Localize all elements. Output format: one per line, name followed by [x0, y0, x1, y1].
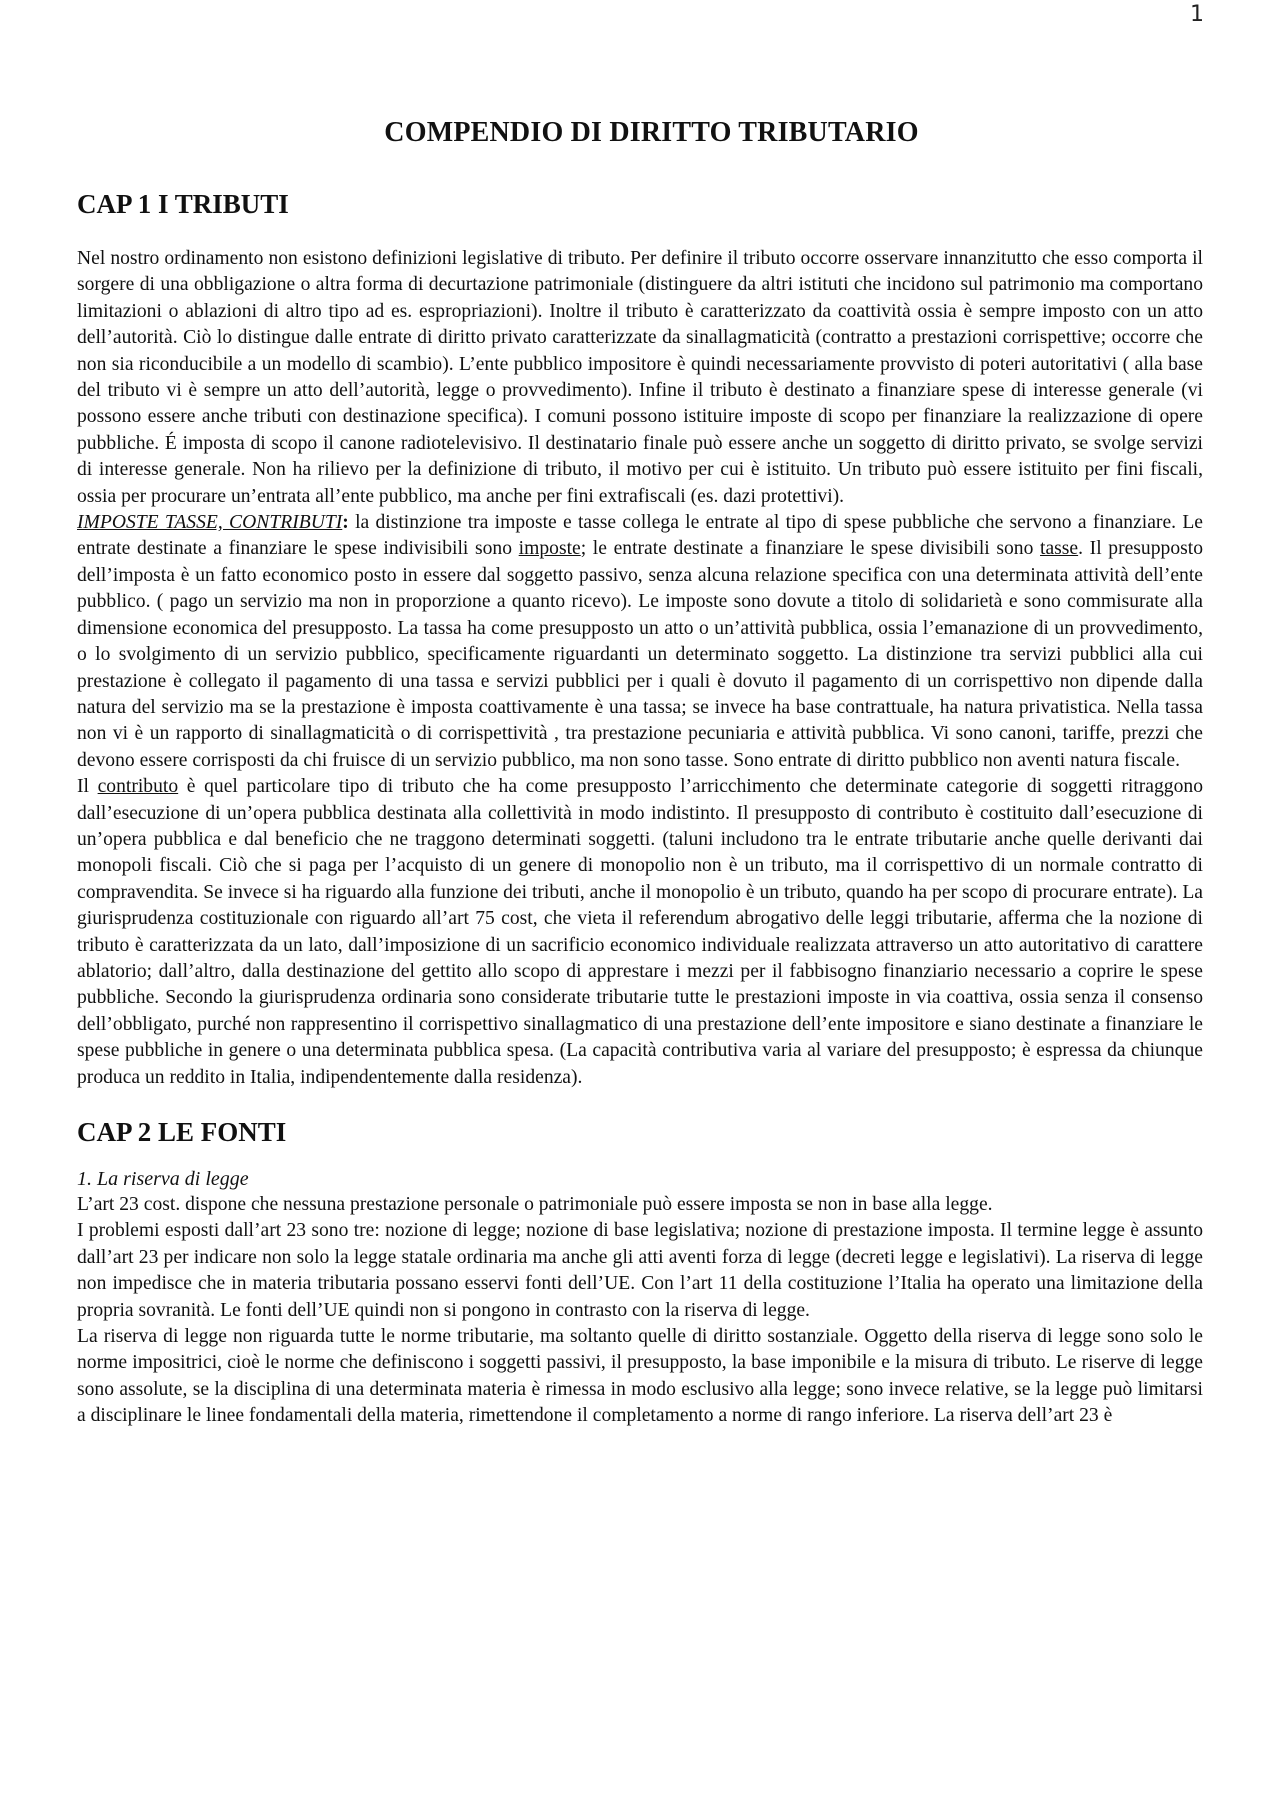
label-colon: : [342, 512, 349, 534]
term-contributo: contributo [97, 776, 179, 798]
chapter-2-heading: CAP 2 LE FONTI [77, 1117, 287, 1147]
paragraph-3-text-b: è quel particolare tipo di tributo che ha come presupposto l’arricchimento che determinate categorie di soggetti ritraggono dall’esecuzione di un’opera pubblica destinata alla collettività in modo indistinto. Il presupposto di contributo è costituito dall’esecuzione di un’opera pubblica e dal beneficio che ne traggono determinati soggetti. (taluni includono tra le entrate tributarie anche quelle derivanti dai monopoli fiscali. Ciò che si paga per l’acquisto di un genere di monopolio non è un tributo, ma il corrispettivo di un normale contratto di compravendita. Se invece si ha riguardo alla funzione dei tributi, anche il monopolio è un tributo, quando ha per scopo di procurare entrate). La giurisprudenza costituzionale con riguardo all’art 75 cost, che vieta il referendum abrogativo delle leggi tributarie, afferma che la nozione di tributo è caratterizzata da un lato, dall’imposizione di un sacrificio economico individuale realizzata attraverso un atto autoritativo di carattere ablatorio; dall’altro, dalla destinazione del gettito allo scopo di apprestare i mezzi per il fabbisogno finanziario necessario a coprire le spese pubbliche. Secondo la giurisprudenza ordinaria sono considerate tributarie tutte le prestazioni imposte in via coattiva, ossia senza il consenso dell’obbligato, purché non rappresentino il corrispettivo sinallagmatico di una prestazione dell’ente impositore e siano destinate a finanziare le spese pubbliche in genere o una determinata pubblica spesa. (La capacità contributiva varia al variare del presupposto; è espressa da chiunque produca un reddito in Italia, indipendentemente dalla residenza). [77, 776, 1203, 1088]
chapter-1-paragraph-3 [77, 774, 1203, 1091]
paragraph-2-text-c: . Il presupposto dell’imposta è un fatto economico posto in essere dal soggetto passivo, senza alcuna relazione specifica con una determinata attività dell’ente pubblico. ( pago un servizio ma non in proporzione a quanto ricevo). Le imposte sono dovute a titolo di solidarietà e sono commisurate alla dimensione economica del presupposto. La tassa ha come presupposto un atto o un’attività pubblica, ossia l’emanazione di un provvedimento, o lo svolgimento di un servizio pubblico, specificamente riguardanti un determinato soggetto. La distinzione tra servizi pubblici alla cui prestazione è collegato il pagamento di una tassa e servizi pubblici per i quali è dovuto il pagamento di un corrispettivo non dipende dalla natura del servizio ma se la prestazione è imposta coattivamente è una tassa; se invece ha base contrattuale, ha natura privatistica. Nella tassa non vi è un rapporto di sinallagmaticità o di corrispettività , tra prestazione pecuniaria e attività pubblica. Vi sono canoni, tariffe, prezzi che devono essere corrisposti da chi fruisce di un servizio pubblico, ma non sono tasse. Sono entrate di diritto pubblico non aventi natura fiscale. [77, 538, 1203, 771]
chapter-2-paragraph-2: I problemi esposti dall’art 23 sono tre: nozione di legge; nozione di base legislativa; nozione di prestazione imposta. Il termine legge è assunto dall’art 23 per indicare non solo la legge statale ordinaria ma anche gli atti aventi forza di legge (decreti legge e legislativi). La riserva di legge non impedisce che in materia tributaria possano esservi fonti dell’UE. Con l’art 11 della costituzione l’Italia ha operato una limitazione della propria sovranità. Le fonti dell’UE quindi non si pongono in contrasto con la riserva di legge. [77, 1220, 1203, 1321]
chapter-2-paragraph-1: L’art 23 cost. dispone che nessuna prestazione personale o patrimoniale può essere imposta se non in base alla legge. [77, 1194, 993, 1215]
document-body [77, 117, 1203, 1430]
chapter-2-paragraph-3: La riserva di legge non riguarda tutte le norme tributarie, ma soltanto quelle di diritto sostanziale. Oggetto della riserva di legge sono solo le norme impositrici, cioè le norme che definiscono i soggetti passivi, il presupposto, la base imponibile e la misura di tributo. Le riserve di legge sono assolute, se la disciplina di una determinata materia è rimessa in modo esclusivo alla legge; sono invece relative, se la legge può limitarsi a disciplinare le linee fondamentali della materia, rimettendone il completamento a norme di rango inferiore. La riserva dell’art 23 è [77, 1326, 1203, 1427]
term-tasse: tasse [1040, 538, 1079, 560]
section-riserva-di-legge-heading: 1. La riserva di legge [77, 1168, 249, 1190]
chapter-1-paragraph-2 [77, 510, 1203, 774]
paragraph-2-text-b: ; le entrate destinate a finanziare le spese divisibili sono [580, 538, 1041, 560]
chapter-1-heading: CAP 1 I TRIBUTI [77, 189, 289, 219]
page-number: 1 [1190, 2, 1204, 27]
document-title: COMPENDIO DI DIRITTO TRIBUTARIO [384, 117, 919, 148]
term-imposte: imposte [518, 538, 581, 560]
chapter-1-paragraph-1: Nel nostro ordinamento non esistono definizioni legislative di tributo. Per definire il tributo occorre osservare innanzitutto che esso comporta il sorgere di una obbligazione o altra forma di decurtazione patrimoniale (distinguere da altri istituti che incidono sul patrimonio ma comportano limitazioni o ablazioni di altro tipo ad es. espropriazioni). Inoltre il tributo è caratterizzato da coattività ossia è sempre imposto con un atto dell’autorità. Ciò lo distingue dalle entrate di diritto privato caratterizzate da sinallagmaticità (contratto a prestazioni corrispettive; occorre che non sia riconducibile a un modello di scambio). L’ente pubblico impositore è quindi necessariamente provvisto di poteri autoritativi ( alla base del tributo vi è sempre un atto dell’autorità, legge o provvedimento). Infine il tributo è destinato a finanziare spese di interesse generale (vi possono essere anche tributi con destinazione specifica). I comuni possono istituire imposte di scopo per finanziare la realizzazione di opere pubbliche. É imposta di scopo il canone radiotelevisivo. Il destinatario finale può essere anche un soggetto di diritto privato, se svolge servizi di interesse generale. Non ha rilievo per la definizione di tributo, il motivo per cui è istituito. Un tributo può essere istituito per fini fiscali, ossia per procurare un’entrata all’ente pubblico, ma anche per fini extrafiscali (es. dazi protettivi). [77, 248, 1203, 507]
paragraph-3-text-a: Il [77, 776, 98, 798]
paragraph-2-text-a: la distinzione tra imposte e tasse collega le entrate al tipo di spese pubbliche che servono a finanziare. Le entrate destinate a finanziare le spese indivisibili sono [77, 512, 1203, 560]
imposte-tasse-contributi-label: IMPOSTE TASSE, CONTRIBUTI [77, 512, 343, 534]
